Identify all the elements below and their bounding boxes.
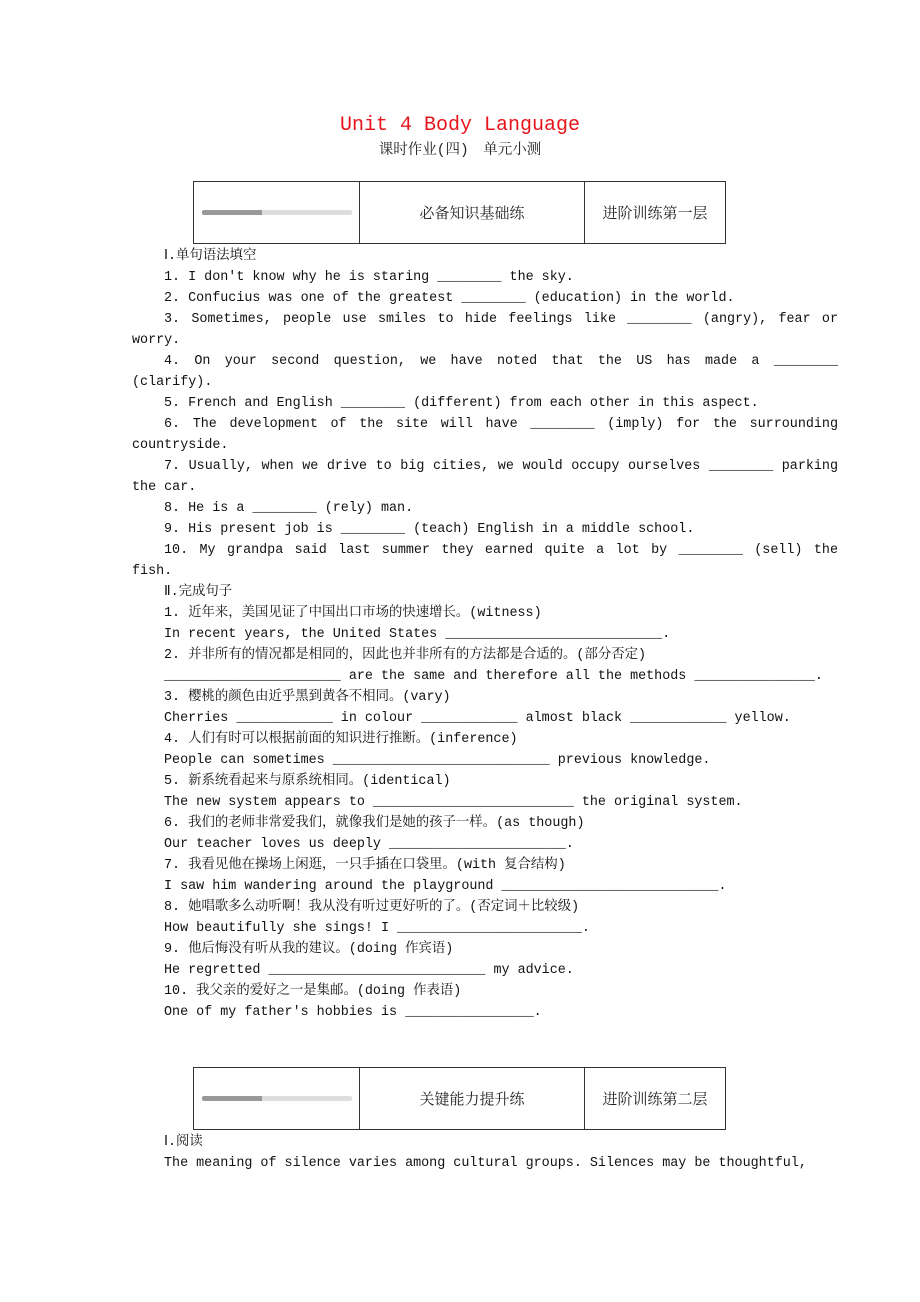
answer-line: In recent years, the United States ___________________________. [164, 627, 671, 642]
exercise-item: 9. His present job is ________ (teach) English in a middle school. [164, 522, 695, 537]
document-subtitle: 课时作业(四) 单元小测 [378, 143, 542, 159]
prompt-cn: 7. 我看见他在操场上闲逛，一只手插在口袋里。(with 复合结构) [164, 858, 566, 873]
reading-passage: The meaning of silence varies among cultural groups. Silences may be thoughtful, [164, 1156, 807, 1171]
exercise-item: 10. My grandpa said last summer they earned quite a lot by ________ (sell) the fish. [132, 543, 838, 579]
decorative-bar-icon [202, 1096, 352, 1101]
document-title: Unit 4 Body Language [339, 114, 581, 137]
answer-line: One of my father's hobbies is ________________. [164, 1005, 542, 1020]
section-3 [132, 1132, 838, 1174]
exercise-item: 2. Confucius was one of the greatest ________ (education) in the world. [164, 291, 735, 306]
section-heading: Ⅱ.完成句子 [164, 585, 233, 600]
answer-line: I saw him wandering around the playground ___________________________. [164, 879, 727, 894]
exercise-item: 7. Usually, when we drive to big cities, we would occupy ourselves ________ parking the car. [132, 459, 838, 495]
answer-line: How beautifully she sings! I _______________________. [164, 921, 590, 936]
answer-line: Cherries ____________ in colour ____________ almost black ____________ yellow. [164, 711, 791, 726]
exercise-item: 8. He is a ________ (rely) man. [164, 501, 414, 516]
prompt-cn: 6. 我们的老师非常爱我们，就像我们是她的孩子一样。(as though) [164, 816, 585, 831]
answer-line: People can sometimes ___________________________ previous knowledge. [164, 753, 711, 768]
prompt-cn: 3. 樱桃的颜色由近乎黑到黄各不相同。(vary) [164, 690, 451, 705]
section-header-table-2 [193, 1067, 726, 1130]
decorative-bar-icon [202, 210, 352, 215]
answer-line: Our teacher loves us deeply ______________________. [164, 837, 574, 852]
answer-line: The new system appears to _________________________ the original system. [164, 795, 743, 810]
section-heading: Ⅰ.单句语法填空 [164, 249, 257, 264]
prompt-cn: 1. 近年来，美国见证了中国出口市场的快速增长。(witness) [164, 606, 542, 621]
prompt-cn: 4. 人们有时可以根据前面的知识进行推断。(inference) [164, 732, 518, 747]
answer-line: ______________________ are the same and therefore all the methods _______________. [164, 669, 823, 684]
table-cell-level: 关键能力提升练 [360, 1068, 585, 1129]
table-cell-level: 必备知识基础练 [360, 182, 585, 243]
prompt-cn: 5. 新系统看起来与原系统相同。(identical) [164, 774, 451, 789]
exercise-item: 4. On your second question, we have noted that the US has made a ________ (clarify). [132, 354, 838, 390]
exercise-item: 3. Sometimes, people use smiles to hide feelings like ________ (angry), fear or worry. [132, 312, 838, 348]
exercise-item: 5. French and English ________ (different) from each other in this aspect. [164, 396, 759, 411]
section-heading: Ⅰ.阅读 [164, 1135, 203, 1150]
exercise-item: 1. I don't know why he is staring ________ the sky. [164, 270, 574, 285]
section-header-table-1 [193, 181, 726, 244]
prompt-cn: 2. 并非所有的情况都是相同的，因此也并非所有的方法都是合适的。(部分否定) [164, 648, 647, 663]
answer-line: He regretted ___________________________ my advice. [164, 963, 574, 978]
table-cell-tier: 进阶训练第一层 [602, 206, 708, 223]
prompt-cn: 9. 他后悔没有听从我的建议。(doing 作宾语) [164, 942, 454, 957]
section-1 [132, 246, 838, 1023]
prompt-cn: 10. 我父亲的爱好之一是集邮。(doing 作表语) [164, 984, 462, 999]
table-cell-tier: 进阶训练第二层 [602, 1092, 708, 1109]
prompt-cn: 8. 她唱歌多么动听啊！我从没有听过更好听的了。(否定词＋比较级) [164, 900, 580, 915]
exercise-item: 6. The development of the site will have ________ (imply) for the surrounding countryside. [132, 417, 838, 453]
